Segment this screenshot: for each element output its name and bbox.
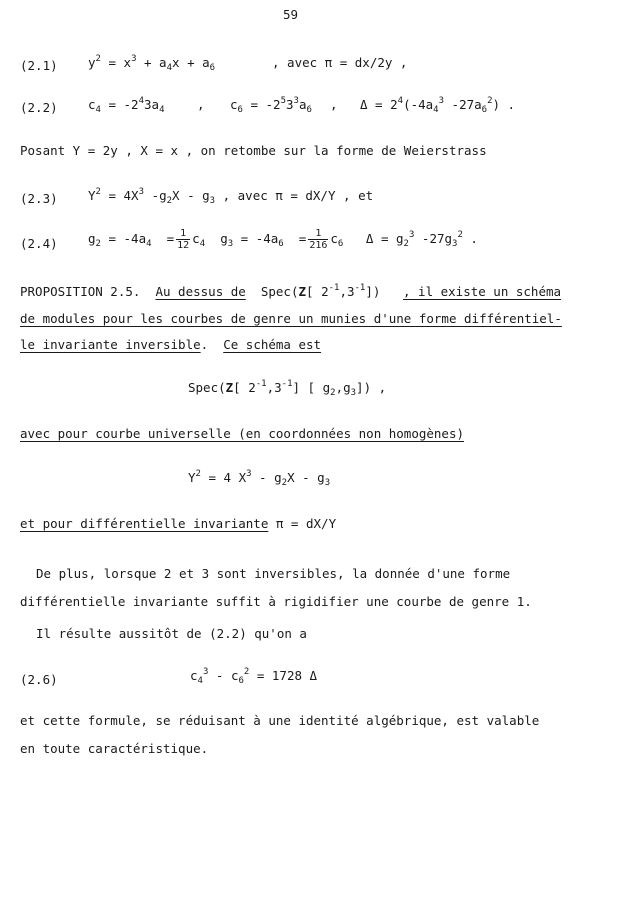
equation-number-2-1: (2.1) [20,58,58,73]
final-line-1: et cette formule, se réduisant à une identité algébrique, est valable [20,713,540,728]
equation-2-2-c6: $c_6 = -2^53^3a_6$ [230,96,312,115]
text-posant: Posant Y = 2y , X = x , on retombe sur la forme de Weierstrass [20,143,487,158]
fraction-1-12: $\frac{1}{12}$ [177,228,190,251]
text-universal-curve: avec pour courbe universelle (en coordonnées non homogènes) [20,426,465,441]
fraction-1-216: $\frac{1}{216}$ [309,228,328,251]
text-invariant-differential: et pour différentielle invariante π = dX/Y [20,516,337,531]
equation-number-2-3: (2.3) [20,191,58,206]
proposition-heading: PROPOSITION 2.5. Au dessus de Spec(Z[ $2^{-1},3^{-1}$]) , il existe un schéma [20,283,562,299]
proposition-line-2: de modules pour les courbes de genre un munies d'une forme différentiel- [20,311,562,326]
equation-number-2-6: (2.6) [20,672,58,687]
equation-2-2-discriminant: $\Delta = 2^4(-4a_4^3$ $-27a_6^2$) . [360,96,516,115]
page-number: 59 [283,7,299,22]
equation-2-6: $c_4^3 - c_6^2 = 1728$ Δ [190,667,318,686]
paragraph-line-2: différentielle invariante suffit à rigidifier une courbe de genre 1. [20,594,532,609]
equation-2-1-differential: , avec π = dx/2y , [272,55,408,70]
paragraph-line-1: De plus, lorsque 2 et 3 sont inversibles, la donnée d'une forme [36,566,511,581]
separator: , [197,97,205,112]
final-line-2: en toute caractéristique. [20,741,209,756]
universal-curve-equation: $Y^2 = 4$ $X^3 - g_2X - g_3$ [188,469,331,488]
spec-scheme: Spec(Z[ $2^{-1},3^{-1}$] [ $g_2,g_3$]) , [188,379,387,398]
equation-number-2-2: (2.2) [20,100,58,115]
equation-2-4: $g_2 = -4a_4$ = $\frac{1}{12}$ $c_4$ $g_3 = -4a_6$ = $\frac{1}{216}$ $c_6$ $\Delta = g_2^3$ $-27g_3^2$ . [88,228,478,251]
equation-number-2-4: (2.4) [20,236,58,251]
proposition-line-3: le invariante inversible. Ce schéma est [20,337,322,352]
equation-2-1: $y^2 = x^3 + a_4x + a_6$ [88,54,216,73]
separator: , [330,97,338,112]
paragraph-2: Il résulte aussitôt de (2.2) qu'on a [36,626,307,641]
equation-2-2: $c_4 = -2^43a_4$ [88,96,165,115]
equation-2-3: $Y^2 = 4X^3$ $-g_2X - g_3$ , avec π = dX/Y , et [88,187,374,206]
